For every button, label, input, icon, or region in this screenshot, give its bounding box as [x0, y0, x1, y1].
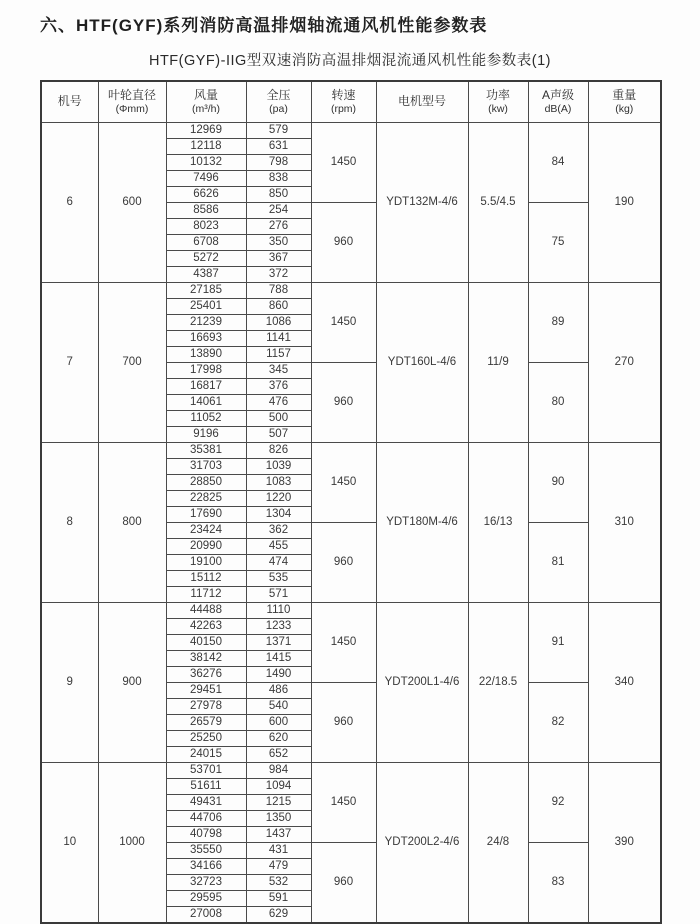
cell-pressure: 798: [246, 154, 311, 170]
cell-airflow: 12969: [166, 122, 246, 138]
cell-noise-level: 81: [528, 522, 588, 602]
cell-noise-level: 75: [528, 202, 588, 282]
fan-performance-table: [40, 80, 662, 924]
cell-airflow: 22825: [166, 490, 246, 506]
cell-airflow: 12118: [166, 138, 246, 154]
column-header-rpm: [311, 81, 376, 122]
cell-pressure: 1371: [246, 634, 311, 650]
column-unit: (kg): [615, 102, 634, 115]
cell-airflow: 29451: [166, 682, 246, 698]
column-label: 功率: [485, 87, 510, 102]
cell-pressure: 1141: [246, 330, 311, 346]
cell-power: 24/8: [468, 762, 528, 923]
cell-airflow: 15112: [166, 570, 246, 586]
cell-pressure: 1083: [246, 474, 311, 490]
cell-pressure: 455: [246, 538, 311, 554]
cell-noise-level: 89: [528, 282, 588, 362]
cell-airflow: 24015: [166, 746, 246, 762]
cell-airflow: 38142: [166, 650, 246, 666]
cell-airflow: 14061: [166, 394, 246, 410]
cell-airflow: 32723: [166, 874, 246, 890]
cell-pressure: 826: [246, 442, 311, 458]
cell-rpm: 1450: [311, 602, 376, 682]
cell-airflow: 9196: [166, 426, 246, 442]
column-unit: (pa): [269, 102, 288, 115]
cell-airflow: 6708: [166, 234, 246, 250]
column-header-noise: [528, 81, 588, 122]
column-label: 电机型号: [397, 94, 446, 109]
cell-airflow: 17690: [166, 506, 246, 522]
cell-airflow: 11712: [166, 586, 246, 602]
cell-pressure: 376: [246, 378, 311, 394]
cell-pressure: 1215: [246, 794, 311, 810]
cell-pressure: 571: [246, 586, 311, 602]
cell-power: 11/9: [468, 282, 528, 442]
cell-airflow: 20990: [166, 538, 246, 554]
cell-airflow: 10132: [166, 154, 246, 170]
cell-airflow: 25401: [166, 298, 246, 314]
table-row: [41, 122, 661, 138]
cell-airflow: 27008: [166, 906, 246, 923]
cell-pressure: 1039: [246, 458, 311, 474]
cell-pressure: 372: [246, 266, 311, 282]
cell-pressure: 345: [246, 362, 311, 378]
cell-rpm: 1450: [311, 442, 376, 522]
cell-pressure: 860: [246, 298, 311, 314]
cell-pressure: 350: [246, 234, 311, 250]
cell-rpm: 960: [311, 362, 376, 442]
cell-weight: 190: [588, 122, 661, 282]
cell-pressure: 629: [246, 906, 311, 923]
column-unit: (kw): [488, 102, 508, 115]
cell-fan-no: 9: [41, 602, 98, 762]
cell-airflow: 31703: [166, 458, 246, 474]
cell-airflow: 16817: [166, 378, 246, 394]
cell-pressure: 1094: [246, 778, 311, 794]
cell-airflow: 27185: [166, 282, 246, 298]
cell-pressure: 850: [246, 186, 311, 202]
cell-airflow: 8586: [166, 202, 246, 218]
column-label: 转速: [331, 87, 356, 102]
column-header-fan_no: [41, 81, 98, 122]
cell-pressure: 1233: [246, 618, 311, 634]
cell-airflow: 44706: [166, 810, 246, 826]
cell-pressure: 540: [246, 698, 311, 714]
cell-rpm: 1450: [311, 122, 376, 202]
cell-noise-level: 92: [528, 762, 588, 842]
cell-pressure: 788: [246, 282, 311, 298]
column-label: 重量: [612, 87, 637, 102]
cell-pressure: 1304: [246, 506, 311, 522]
cell-fan-no: 8: [41, 442, 98, 602]
column-unit: dB(A): [544, 102, 572, 115]
cell-pressure: 1415: [246, 650, 311, 666]
cell-motor-model: YDT180M-4/6: [376, 442, 468, 602]
cell-airflow: 26579: [166, 714, 246, 730]
cell-rpm: 1450: [311, 282, 376, 362]
cell-airflow: 27978: [166, 698, 246, 714]
column-label: 全压: [266, 87, 291, 102]
column-header-pressure: [246, 81, 311, 122]
column-label: A声级: [541, 87, 574, 102]
column-label: 风量: [193, 87, 218, 102]
cell-motor-model: YDT200L1-4/6: [376, 602, 468, 762]
cell-airflow: 16693: [166, 330, 246, 346]
cell-airflow: 42263: [166, 618, 246, 634]
cell-pressure: 579: [246, 122, 311, 138]
cell-pressure: 984: [246, 762, 311, 778]
cell-pressure: 1437: [246, 826, 311, 842]
page-title: 六、HTF(GYF)系列消防高温排烟轴流通风机性能参数表: [40, 16, 488, 35]
cell-noise-level: 82: [528, 682, 588, 762]
cell-airflow: 36276: [166, 666, 246, 682]
cell-pressure: 431: [246, 842, 311, 858]
cell-pressure: 838: [246, 170, 311, 186]
cell-rpm: 960: [311, 202, 376, 282]
cell-power: 16/13: [468, 442, 528, 602]
cell-pressure: 620: [246, 730, 311, 746]
cell-airflow: 8023: [166, 218, 246, 234]
cell-airflow: 53701: [166, 762, 246, 778]
cell-pressure: 254: [246, 202, 311, 218]
cell-airflow: 11052: [166, 410, 246, 426]
cell-noise-level: 90: [528, 442, 588, 522]
cell-airflow: 28850: [166, 474, 246, 490]
cell-pressure: 631: [246, 138, 311, 154]
cell-pressure: 276: [246, 218, 311, 234]
cell-airflow: 35550: [166, 842, 246, 858]
cell-pressure: 474: [246, 554, 311, 570]
column-unit: (Φmm): [115, 102, 149, 115]
table-row: [41, 282, 661, 298]
cell-noise-level: 80: [528, 362, 588, 442]
cell-pressure: 362: [246, 522, 311, 538]
column-unit: (rpm): [330, 102, 357, 115]
cell-airflow: 23424: [166, 522, 246, 538]
cell-airflow: 51611: [166, 778, 246, 794]
cell-weight: 390: [588, 762, 661, 923]
cell-airflow: 6626: [166, 186, 246, 202]
cell-pressure: 1220: [246, 490, 311, 506]
cell-fan-no: 10: [41, 762, 98, 923]
cell-pressure: 600: [246, 714, 311, 730]
cell-airflow: 29595: [166, 890, 246, 906]
cell-airflow: 25250: [166, 730, 246, 746]
cell-pressure: 1490: [246, 666, 311, 682]
cell-airflow: 40150: [166, 634, 246, 650]
cell-noise-level: 84: [528, 122, 588, 202]
table-row: [41, 762, 661, 778]
cell-motor-model: YDT160L-4/6: [376, 282, 468, 442]
cell-airflow: 13890: [166, 346, 246, 362]
cell-airflow: 21239: [166, 314, 246, 330]
cell-rpm: 960: [311, 522, 376, 602]
cell-fan-no: 7: [41, 282, 98, 442]
cell-pressure: 532: [246, 874, 311, 890]
cell-weight: 340: [588, 602, 661, 762]
cell-pressure: 535: [246, 570, 311, 586]
cell-rpm: 1450: [311, 762, 376, 842]
cell-rpm: 960: [311, 842, 376, 923]
column-header-motor: [376, 81, 468, 122]
cell-power: 5.5/4.5: [468, 122, 528, 282]
cell-airflow: 49431: [166, 794, 246, 810]
cell-airflow: 35381: [166, 442, 246, 458]
cell-pressure: 652: [246, 746, 311, 762]
cell-pressure: 367: [246, 250, 311, 266]
cell-rpm: 960: [311, 682, 376, 762]
cell-impeller-diameter: 800: [98, 442, 166, 602]
column-header-diameter: [98, 81, 166, 122]
cell-noise-level: 83: [528, 842, 588, 923]
cell-airflow: 17998: [166, 362, 246, 378]
column-header-airflow: [166, 81, 246, 122]
column-label: 机号: [57, 94, 82, 109]
cell-weight: 270: [588, 282, 661, 442]
column-header-weight: [588, 81, 661, 122]
cell-motor-model: YDT200L2-4/6: [376, 762, 468, 923]
table-subtitle: HTF(GYF)-IIG型双速消防高温排烟混流通风机性能参数表(1): [148, 53, 552, 69]
cell-impeller-diameter: 900: [98, 602, 166, 762]
cell-impeller-diameter: 1000: [98, 762, 166, 923]
table-header: [41, 81, 661, 122]
cell-airflow: 19100: [166, 554, 246, 570]
cell-pressure: 1110: [246, 602, 311, 618]
cell-fan-no: 6: [41, 122, 98, 282]
cell-weight: 310: [588, 442, 661, 602]
table-row: [41, 442, 661, 458]
cell-pressure: 591: [246, 890, 311, 906]
cell-airflow: 40798: [166, 826, 246, 842]
cell-pressure: 500: [246, 410, 311, 426]
column-unit: (m³/h): [192, 102, 220, 115]
column-label: 叶轮直径: [107, 87, 156, 102]
column-header-power: [468, 81, 528, 122]
cell-airflow: 44488: [166, 602, 246, 618]
cell-pressure: 507: [246, 426, 311, 442]
cell-pressure: 1350: [246, 810, 311, 826]
cell-pressure: 1157: [246, 346, 311, 362]
cell-airflow: 7496: [166, 170, 246, 186]
table-row: [41, 602, 661, 618]
cell-impeller-diameter: 600: [98, 122, 166, 282]
cell-power: 22/18.5: [468, 602, 528, 762]
cell-motor-model: YDT132M-4/6: [376, 122, 468, 282]
cell-pressure: 486: [246, 682, 311, 698]
cell-airflow: 4387: [166, 266, 246, 282]
cell-airflow: 34166: [166, 858, 246, 874]
cell-pressure: 479: [246, 858, 311, 874]
cell-pressure: 476: [246, 394, 311, 410]
cell-pressure: 1086: [246, 314, 311, 330]
cell-airflow: 5272: [166, 250, 246, 266]
cell-impeller-diameter: 700: [98, 282, 166, 442]
cell-noise-level: 91: [528, 602, 588, 682]
